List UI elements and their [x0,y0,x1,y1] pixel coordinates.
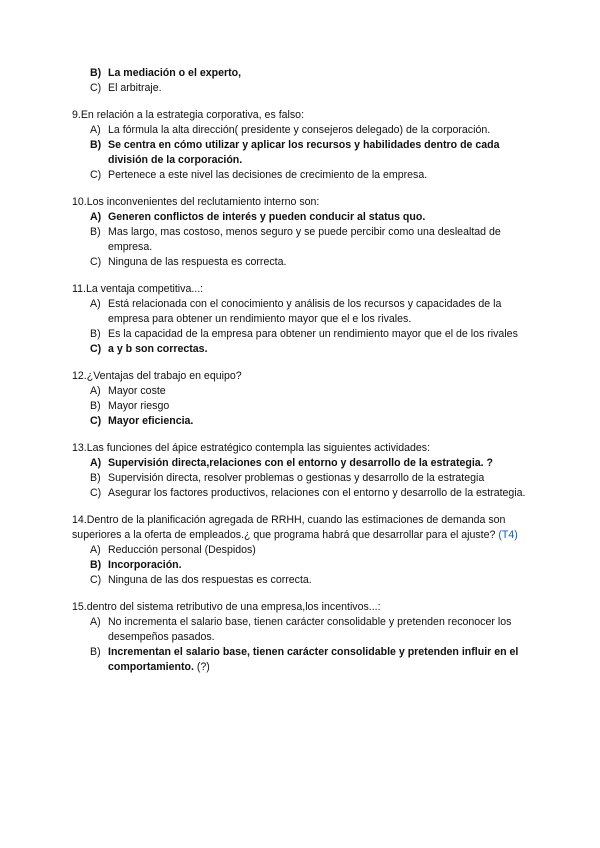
option-text: El arbitraje. [108,82,162,94]
option-9c [90,168,540,183]
option-10a [90,210,540,225]
option-letter: A) [90,211,102,223]
option-9b [90,138,540,168]
question-14 [0,513,600,588]
option-9a [90,123,540,138]
option-letter: B) [90,328,101,340]
topic-tag: (T4) [498,529,518,541]
option-13b [90,471,540,486]
question-8-continuation [0,66,600,96]
option-11a [90,297,540,327]
option-text: Incrementan el salario base, tienen carácter consolidable y pretenden influir en el comportamiento. [108,646,519,673]
option-letter: C) [90,169,102,181]
option-letter: A) [90,385,101,397]
option-10b [90,225,540,255]
option-15b [90,645,540,675]
uncertain-marker: (?) [196,661,210,673]
option-letter: B) [90,67,102,79]
question-stem: 11.La ventaja competitiva...: [72,283,204,295]
option-letter: B) [90,400,101,412]
option-10c [90,255,540,270]
option-text: Ninguna de las respuesta es correcta. [108,256,287,268]
option-text: Reducción personal (Despidos) [108,544,256,556]
option-text: Ninguna de las dos respuestas es correcta. [108,574,312,586]
option-8b [90,66,540,81]
option-11c [90,342,540,357]
document-content [0,66,600,687]
option-letter: B) [90,139,102,151]
option-8c [90,81,540,96]
option-text: Supervisión directa, resolver problemas o gestionas y desarrollo de la estrategia [108,472,485,484]
option-12c [90,414,540,429]
question-stem: 13.Las funciones del ápice estratégico contempla las siguientes actividades: [72,442,431,454]
option-letter: C) [90,82,102,94]
question-9 [0,108,600,183]
option-letter: C) [90,574,102,586]
option-15a [90,615,540,645]
option-14a [90,543,540,558]
option-text: La mediación o el experto, [108,67,242,79]
option-13c [90,486,540,501]
option-letter: A) [90,457,102,469]
option-text: Mas largo, mas costoso, menos seguro y se puede percibir como una deslealtad de empresa. [108,226,501,253]
option-letter: C) [90,256,102,268]
option-text: a y b son correctas. [108,343,208,355]
option-text: Generen conflictos de interés y pueden conducir al status quo. [108,211,426,223]
question-11 [0,282,600,357]
option-letter: B) [90,226,101,238]
option-letter: A) [90,616,101,628]
option-text: Supervisión directa,relaciones con el entorno y desarrollo de la estrategia. ? [108,457,494,469]
option-13a [90,456,540,471]
question-13 [0,441,600,501]
question-stem: 9.En relación a la estrategia corporativa, es falso: [72,109,305,121]
option-text: No incrementa el salario base, tienen carácter consolidable y pretenden reconocer los desempeños pasados. [108,616,512,643]
option-letter: A) [90,298,101,310]
question-12 [0,369,600,429]
option-11b [90,327,540,342]
option-12b [90,399,540,414]
option-letter: A) [90,124,101,136]
option-letter: C) [90,343,102,355]
option-text: Mayor eficiencia. [108,415,194,427]
option-text: Pertenece a este nivel las decisiones de crecimiento de la empresa. [108,169,428,181]
option-text: La fórmula la alta dirección( presidente y consejeros delegado) de la corporación. [108,124,491,136]
question-10 [0,195,600,270]
option-14c [90,573,540,588]
question-stem [72,513,532,543]
question-stem: 15.dentro del sistema retributivo de una empresa,los incentivos...: [72,601,381,613]
option-text: Es la capacidad de la empresa para obtener un rendimiento mayor que el de los rivales [108,328,518,340]
option-letter: C) [90,487,102,499]
option-text: Mayor coste [108,385,166,397]
option-letter: B) [90,646,101,658]
question-stem: 10.Los inconvenientes del reclutamiento interno son: [72,196,320,208]
option-text: Está relacionada con el conocimiento y análisis de los recursos y capacidades de la empresa para obtener un rendimiento mayor que el e los rivales. [108,298,502,325]
question-stem: 12.¿Ventajas del trabajo en equipo? [72,370,242,382]
option-letter: C) [90,415,102,427]
question-15 [0,600,600,675]
option-text: Mayor riesgo [108,400,170,412]
option-text: Asegurar los factores productivos, relaciones con el entorno y desarrollo de la estrategia. [108,487,526,499]
option-letter: B) [90,559,102,571]
question-stem-text: 14.Dentro de la planificación agregada de RRHH, cuando las estimaciones de demanda son superiores a la oferta de empleados.¿ que programa habrá que desarrollar para el ajuste? [72,514,506,541]
option-letter: B) [90,472,101,484]
option-text: Incorporación. [108,559,182,571]
option-text: Se centra en cómo utilizar y aplicar los recursos y habilidades dentro de cada división de la corporación. [108,139,500,166]
option-letter: A) [90,544,101,556]
option-14b [90,558,540,573]
option-12a [90,384,540,399]
